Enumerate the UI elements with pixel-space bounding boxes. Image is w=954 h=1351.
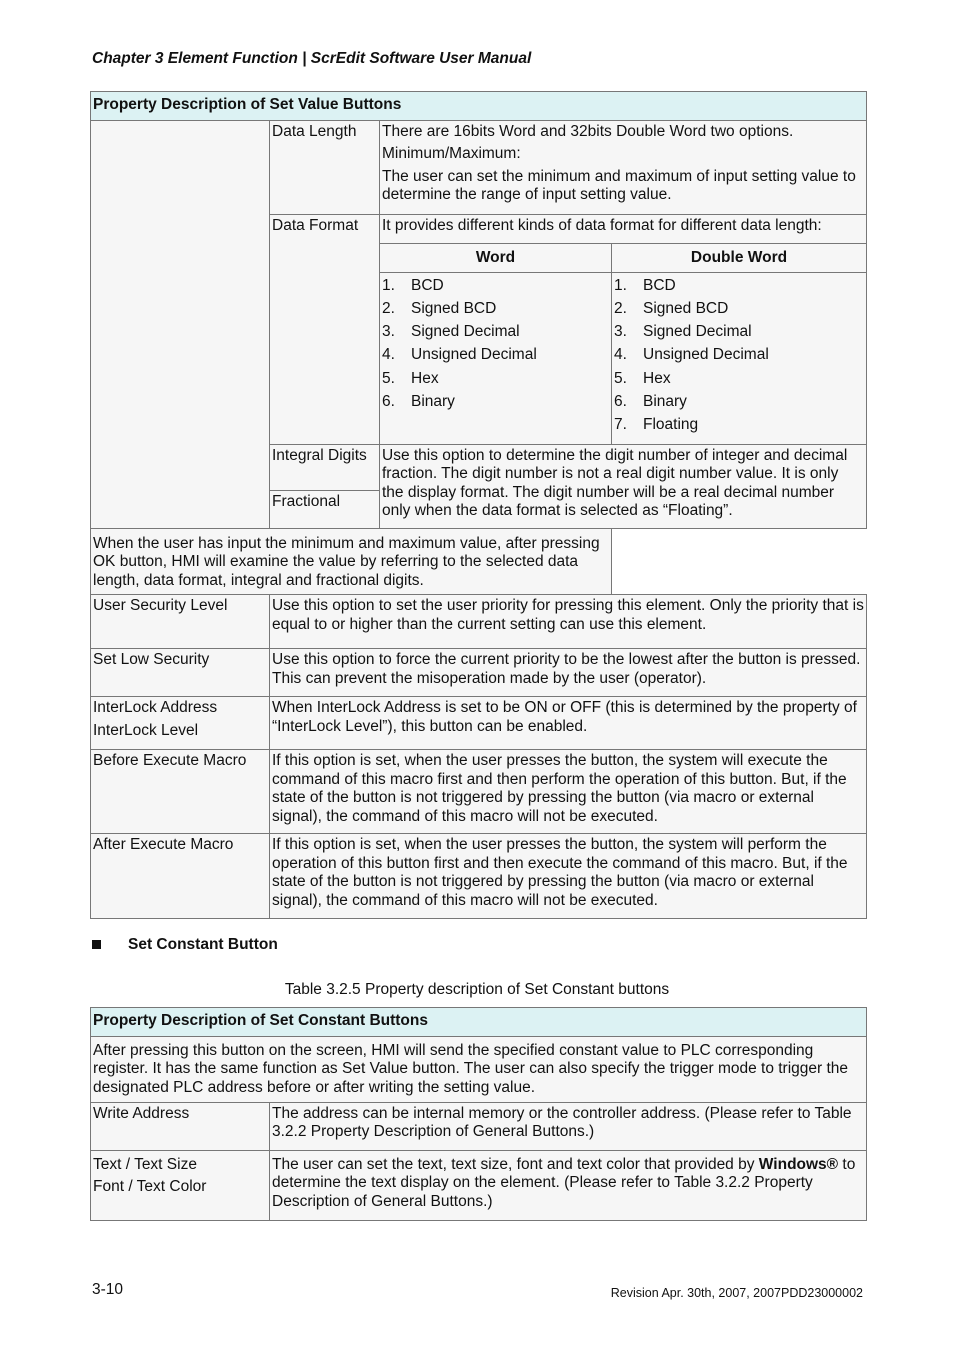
interlock-level-label: InterLock Level (93, 721, 199, 739)
revision-info: Revision Apr. 30th, 2007, 2007PDD23000002 (610, 1286, 863, 1300)
interlock-label (91, 697, 270, 750)
list-item: 3. Signed Decimal (614, 323, 752, 341)
double-word-header: Double Word (612, 243, 867, 272)
list-item: 1. BCD (382, 276, 444, 294)
list-item: 1. BCD (614, 276, 676, 294)
list-item: 4. Unsigned Decimal (382, 346, 537, 364)
section-heading (92, 936, 278, 955)
interlock-address-label: InterLock Address (93, 699, 218, 717)
font-color-label: Font / Text Color (93, 1178, 207, 1195)
text-properties-desc: The user can set the text, text size, font and text color that provided by Windows® to determine the text display on the element. (Please refer to Table 3.2.2 Property Description of General Buttons.) (270, 1150, 867, 1220)
before-execute-macro-label: Before Execute Macro (91, 750, 270, 834)
write-address-label: Write Address (91, 1102, 270, 1150)
text-properties-label (91, 1150, 270, 1220)
list-item: 5. Hex (382, 369, 439, 387)
list-item: 6. Binary (382, 392, 455, 410)
word-header: Word (380, 243, 612, 272)
table-title: Property Description of Set Value Buttons (91, 92, 867, 121)
list-item: 2. Signed BCD (382, 299, 497, 317)
table-caption: Table 3.2.5 Property description of Set Constant buttons (284, 981, 670, 998)
word-format-list (382, 277, 609, 417)
page-number: 3-10 (92, 1281, 124, 1298)
list-item: 5. Hex (614, 369, 671, 387)
table-title: Property Description of Set Constant Buttons (91, 1008, 867, 1037)
after-execute-macro-label: After Execute Macro (91, 834, 270, 919)
text-size-label: Text / Text Size (93, 1155, 197, 1173)
set-low-security-label: Set Low Security (91, 649, 270, 697)
word-format-list-cell (380, 272, 612, 444)
before-execute-macro-desc: If this option is set, when the user presses the button, the system will execute the command of this macro first and then perform the operation of this button. But, if the state of the button is not triggered by pressing the button (via macro or external signal), the command of this macro will not be executed. (270, 750, 867, 834)
list-item: 7. Floating (614, 416, 699, 434)
data-length-line3: The user can set the minimum and maximum of input setting value to determine the range of input setting value. (382, 167, 856, 203)
write-address-desc: The address can be internal memory or the controller address. (Please refer to Table 3.2.2 Property Description of General Buttons.) (270, 1102, 867, 1150)
digits-desc: Use this option to determine the digit number of integer and decimal fraction. The digit number is not a real digit number value. It is only the display format. The digit number will be a real decimal number only when the data format is selected as “Floating”. (380, 444, 867, 528)
min-max-note: When the user has input the minimum and maximum value, after pressing OK button, HMI will examine the value by referring to the selected data length, data format, integral and fractional digits. (91, 528, 612, 595)
data-length-desc (380, 120, 867, 214)
data-length-line1: There are 16bits Word and 32bits Double Word two options. (382, 122, 794, 140)
set-low-security-desc: Use this option to force the current priority to be the lowest after the button is pressed. This can prevent the misoperation made by the user (operator). (270, 649, 867, 697)
interlock-desc: When InterLock Address is set to be ON or OFF (this is determined by the property of “InterLock Level”), this button can be enabled. (270, 697, 867, 750)
data-length-label: Data Length (270, 120, 380, 214)
integral-digits-label: Integral Digits (270, 444, 380, 490)
set-value-properties-table (90, 91, 867, 919)
page-header: Chapter 3 Element Function | ScrEdit Software User Manual (92, 50, 532, 67)
list-item: 6. Binary (614, 392, 687, 410)
windows-brand: Windows® (758, 1155, 839, 1173)
section-heading-text: Set Constant Button (128, 936, 278, 953)
data-length-line2: Minimum/Maximum: (382, 145, 521, 162)
list-item: 4. Unsigned Decimal (614, 346, 769, 364)
list-item: 3. Signed Decimal (382, 323, 520, 341)
double-word-format-list-cell (612, 272, 867, 444)
user-security-level-desc: Use this option to set the user priority for pressing this element. Only the priority that is equal to or higher than the current setting can use this element. (270, 595, 867, 649)
double-word-format-list (614, 277, 864, 440)
fractional-label: Fractional (270, 490, 380, 528)
data-format-label: Data Format (270, 214, 380, 444)
after-execute-macro-desc: If this option is set, when the user presses the button, the system will perform the operation of this button first and then execute the command of this macro. But, if the state of the button is not triggered by pressing the button (via macro or external signal), the command of this macro will not be executed. (270, 834, 867, 919)
user-security-level-label: User Security Level (91, 595, 270, 649)
empty-property-cell (91, 120, 270, 528)
set-constant-properties-table (90, 1007, 867, 1221)
set-constant-intro: After pressing this button on the screen, HMI will send the specified constant value to PLC corresponding register. It has the same function as Set Value button. The user can also specify the trigger mode to trigger the designated PLC address before or after writing the setting value. (91, 1036, 867, 1102)
list-item: 2. Signed BCD (614, 299, 729, 317)
data-format-intro: It provides different kinds of data format for different data length: (380, 214, 867, 243)
bullet-square-icon (92, 940, 101, 949)
